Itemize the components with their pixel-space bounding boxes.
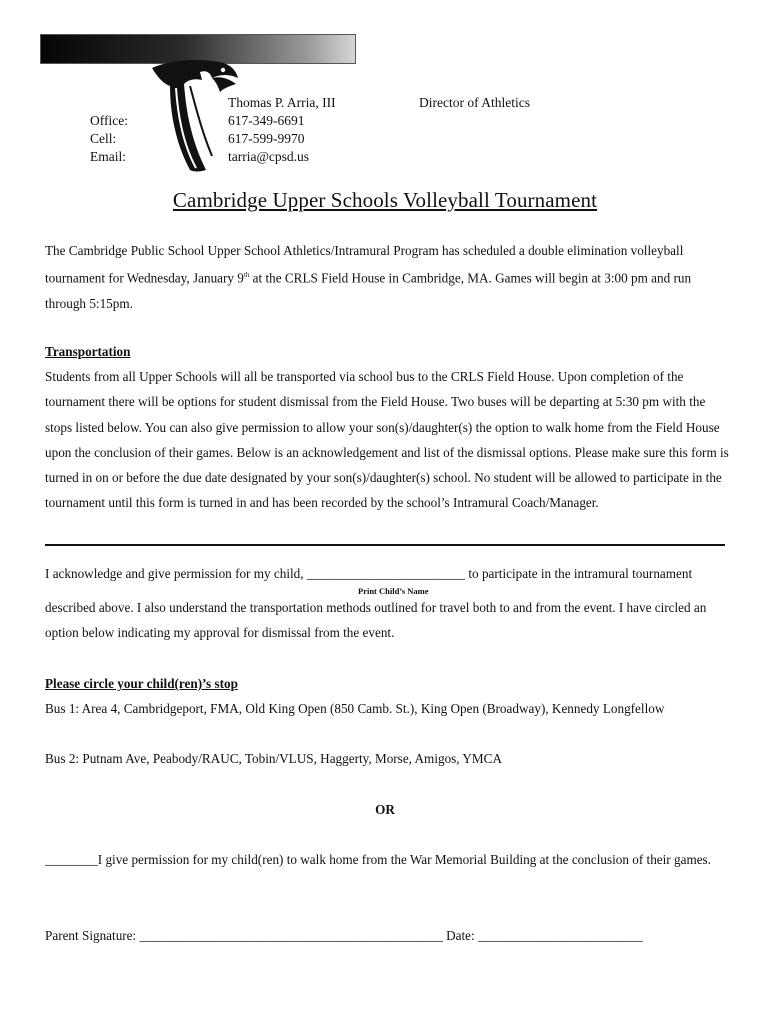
director-role: Director of Athletics — [419, 95, 530, 110]
intro-paragraph — [45, 238, 729, 316]
or-separator: OR — [375, 802, 395, 817]
child-name-caption: Print Child’s Name — [358, 586, 429, 596]
transportation-heading: Transportation — [45, 344, 131, 359]
acknowledgement-line: I acknowledge and give permission for my child, ________________________ to participate in the intramural tournament — [45, 566, 693, 581]
bus-2-stops: Bus 2: Putnam Ave, Peabody/RAUC, Tobin/VLUS, Haggerty, Morse, Amigos, YMCA — [45, 751, 502, 766]
intro-text-1: The Cambridge Public School Upper School Athletics/Intramural Program has scheduled a double elimination volleyball tournament for Wednesday, January 9 — [45, 243, 684, 286]
cell-phone: 617-599-9970 — [228, 131, 305, 146]
bus-1-stops: Bus 1: Area 4, Cambridgeport, FMA, Old King Open (850 Camb. St.), King Open (Broadway), Kennedy Longfellow — [45, 701, 665, 716]
stops-heading: Please circle your child(ren)’s stop — [45, 676, 238, 691]
intro-superscript: th — [243, 271, 250, 280]
email-address: tarria@cpsd.us — [228, 149, 310, 164]
acknowledgement-paragraph: described above. I also understand the transportation methods outlined for travel both to and from the event. I have circled an option below indicating my approval for dismissal from the event. — [45, 600, 707, 641]
signature-line: Parent Signature: ______________________________________________ Date: _________________________ — [45, 928, 643, 943]
intro-text-2: at the CRLS Field House in Cambridge, MA. Games will begin at 3:00 pm and run through 5:15pm. — [45, 270, 692, 311]
falcon-logo-icon — [150, 58, 240, 176]
page-title: Cambridge Upper Schools Volleyball Tournament — [172, 188, 598, 212]
email-label: Email: — [90, 149, 126, 164]
office-label: Office: — [90, 113, 128, 128]
cell-label: Cell: — [90, 131, 117, 146]
director-name: Thomas P. Arria, III — [228, 95, 336, 110]
section-divider — [45, 544, 725, 546]
office-phone: 617-349-6691 — [228, 113, 305, 128]
walk-home-permission: ________I give permission for my child(ren) to walk home from the War Memorial Building at the conclusion of their games. — [45, 852, 711, 867]
transportation-paragraph: Students from all Upper Schools will all be transported via school bus to the CRLS Field House. Upon completion of the tournament there will be options for student dismissal from the Field House. Two buses will be departing at 5:30 pm with the stops listed below. You can also give permission to allow your son(s)/daughter(s) the option to walk home from the Field House upon the conclusion of their games. Below is an acknowledgement and list of the dismissal options. Please make sure this form is turned in on or before the due date designated by your son(s)/daughter(s) school. No student will be allowed to participate in the tournament until this form is turned in and has been recorded by the school’s Intramural Coach/Manager. — [45, 369, 729, 511]
